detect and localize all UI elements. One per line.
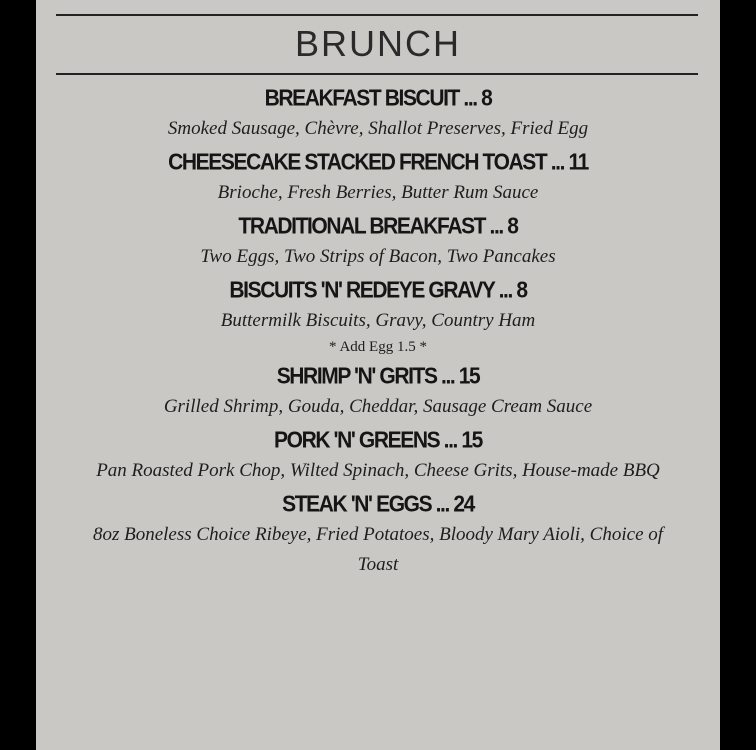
- menu-item-breakfast-biscuit: [36, 84, 720, 144]
- menu-item-description: Brioche, Fresh Berries, Butter Rum Sauce: [217, 182, 539, 203]
- menu-item-pork-greens: [36, 426, 720, 486]
- menu-item-note: * Add Egg 1.5 *: [329, 339, 427, 355]
- menu-item-description: Smoked Sausage, Chèvre, Shallot Preserves, Fried Egg: [167, 118, 589, 139]
- menu-item-title: PORK 'N' GREENS ... 15: [274, 427, 482, 454]
- heading-divider: [56, 73, 698, 75]
- menu-item-title: STEAK 'N' EGGS ... 24: [282, 491, 474, 518]
- menu-item-shrimp-grits: [36, 362, 720, 422]
- menu-item-description: Pan Roasted Pork Chop, Wilted Spinach, Cheese Grits, House-made BBQ: [96, 460, 660, 481]
- menu-item-french-toast: [36, 148, 720, 208]
- menu-item-title: SHRIMP 'N' GRITS ... 15: [276, 363, 480, 390]
- menu-heading: BRUNCH: [294, 23, 461, 64]
- menu-item-title: BREAKFAST BISCUIT ... 8: [264, 85, 492, 112]
- menu-page: [36, 0, 720, 750]
- menu-item-biscuits-gravy: [36, 276, 720, 358]
- menu-item-title: CHEESECAKE STACKED FRENCH TOAST ... 11: [168, 149, 588, 176]
- menu-item-description: Two Eggs, Two Strips of Bacon, Two Pancakes: [200, 246, 556, 267]
- menu-item-description: 8oz Boneless Choice Ribeye, Fried Potatoes, Bloody Mary Aioli, Choice of Toast: [92, 524, 664, 575]
- menu-item-description: Grilled Shrimp, Gouda, Cheddar, Sausage Cream Sauce: [163, 396, 593, 417]
- top-divider: [56, 14, 698, 16]
- menu-item-traditional-breakfast: [36, 212, 720, 272]
- menu-item-steak-eggs: [36, 490, 720, 580]
- menu-item-title: BISCUITS 'N' REDEYE GRAVY ... 8: [229, 277, 527, 304]
- menu-items: [36, 84, 720, 584]
- menu-item-title: TRADITIONAL BREAKFAST ... 8: [238, 213, 518, 240]
- menu-item-description: Buttermilk Biscuits, Gravy, Country Ham: [220, 310, 536, 331]
